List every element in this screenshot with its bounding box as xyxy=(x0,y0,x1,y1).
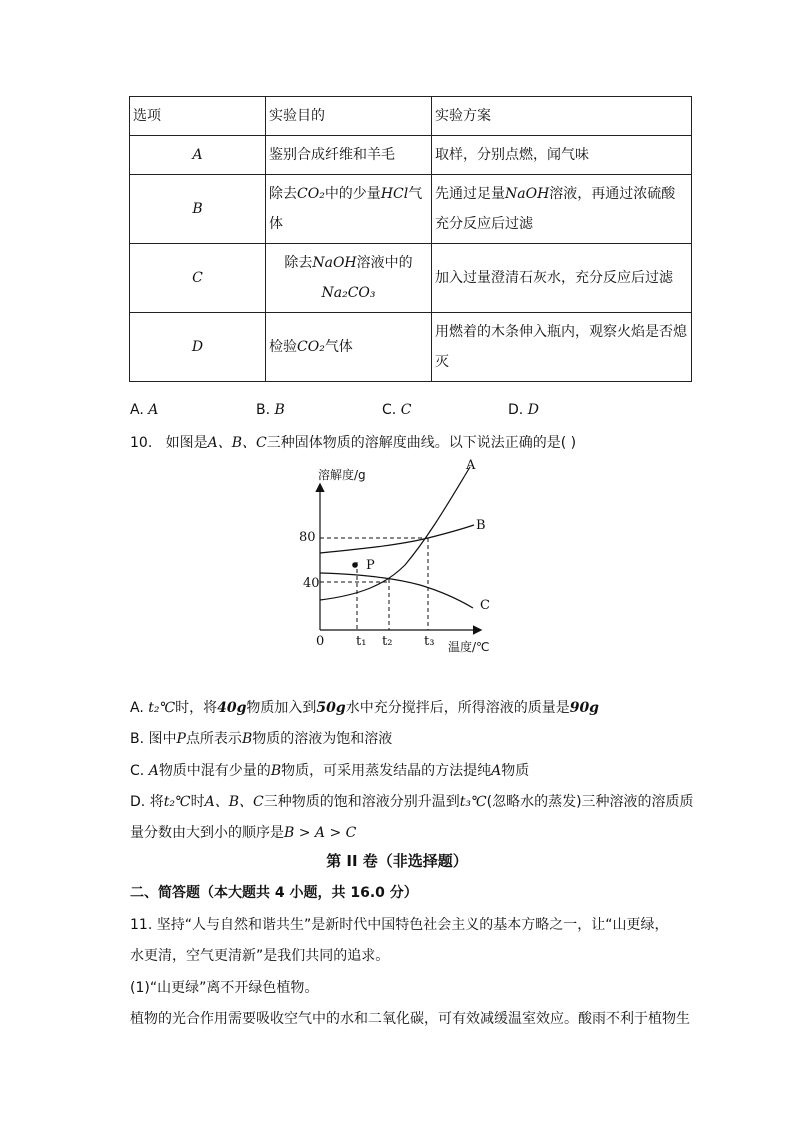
q10-choice-c[interactable]: C. A物质中混有少量的B物质，可采用蒸发结晶的方法提纯A物质 xyxy=(130,763,530,779)
curve-label-c: C xyxy=(480,598,490,613)
header-plan: 实验方案 xyxy=(432,97,692,136)
y-axis-label: 溶解度/g xyxy=(318,468,366,482)
point-p-label: P xyxy=(366,558,375,573)
row-option: D xyxy=(130,313,266,382)
section-title: 第 II 卷（非选择题） xyxy=(326,852,468,870)
solubility-graph xyxy=(290,455,510,660)
header-purpose: 实验目的 xyxy=(266,97,432,136)
x-tick-t1: t₁ xyxy=(356,634,367,649)
row-purpose: 鉴别合成纤维和羊毛 xyxy=(266,136,432,175)
curve-c xyxy=(320,573,473,608)
choice-c[interactable]: C. C xyxy=(382,402,412,418)
q11-sub1: (1)“山更绿”离不开绿色植物。 xyxy=(130,980,319,996)
x-tick-t2: t₂ xyxy=(382,634,393,649)
row-plan: 加入过量澄清石灰水，充分反应后过滤 xyxy=(432,244,692,313)
row-plan: 先通过足量NaOH溶液，再通过浓硫酸充分反应后过滤 xyxy=(432,175,692,244)
row-option: C xyxy=(130,244,266,313)
options-table xyxy=(129,96,692,382)
table-row xyxy=(130,175,692,244)
choice-a[interactable]: A. A xyxy=(130,402,159,418)
row-option: B xyxy=(130,175,266,244)
table-row xyxy=(130,244,692,313)
header-option: 选项 xyxy=(130,97,266,136)
row-plan: 用燃着的木条伸入瓶内，观察火焰是否熄灭 xyxy=(432,313,692,382)
x-axis-label: 温度/℃ xyxy=(448,640,490,654)
q10-choice-a[interactable]: A. t₂℃时，将40g物质加入到50g水中充分搅拌后，所得溶液的质量是90g xyxy=(130,700,599,716)
row-purpose: 检验CO₂气体 xyxy=(266,313,432,382)
x-tick-t3: t₃ xyxy=(424,634,435,649)
table-row xyxy=(130,313,692,382)
q10-choice-b[interactable]: B. 图中P点所表示B物质的溶液为饱和溶液 xyxy=(130,731,393,747)
row-plan: 取样，分别点燃，闻气味 xyxy=(432,136,692,175)
q11-line2: 水更清，空气更清新”是我们共同的追求。 xyxy=(130,948,390,964)
y-tick-80: 80 xyxy=(299,530,316,545)
section-heading: 二、简答题（本大题共 4 小题，共 16.0 分） xyxy=(130,885,418,901)
table-row xyxy=(130,136,692,175)
origin-label: 0 xyxy=(316,634,325,649)
q11-line3: 植物的光合作用需要吸收空气中的水和二氧化碳，可有效减缓温室效应。酸雨不利于植物生 xyxy=(130,1011,690,1027)
curve-label-b: B xyxy=(476,518,486,533)
curve-label-a: A xyxy=(466,458,476,473)
q10-choice-d[interactable]: D. 将t₂℃时A、B、C三种物质的饱和溶液分别升温到t₃℃(忽略水的蒸发)三种溶液的溶质质 xyxy=(130,794,694,810)
q10-stem: 10. 如图是A、B、C三种固体物质的溶解度曲线。以下说法正确的是( ) xyxy=(130,435,577,451)
q10-choice-d-line2: 量分数由大到小的顺序是B > A > C xyxy=(130,825,357,841)
y-tick-40: 40 xyxy=(303,576,320,591)
q11-line1: 11. 坚持“人与自然和谐共生”是新时代中国特色社会主义的基本方略之一，让“山更绿， xyxy=(130,917,669,933)
row-purpose: 除去NaOH溶液中的Na₂CO₃ xyxy=(266,244,432,313)
table-header-row xyxy=(130,97,692,136)
choice-d[interactable]: D. D xyxy=(508,402,539,418)
curve-b xyxy=(320,525,474,553)
row-purpose: 除去CO₂中的少量HCl气体 xyxy=(266,175,432,244)
choice-b[interactable]: B. B xyxy=(256,402,285,418)
row-option: A xyxy=(130,136,266,175)
point-p xyxy=(352,562,358,568)
